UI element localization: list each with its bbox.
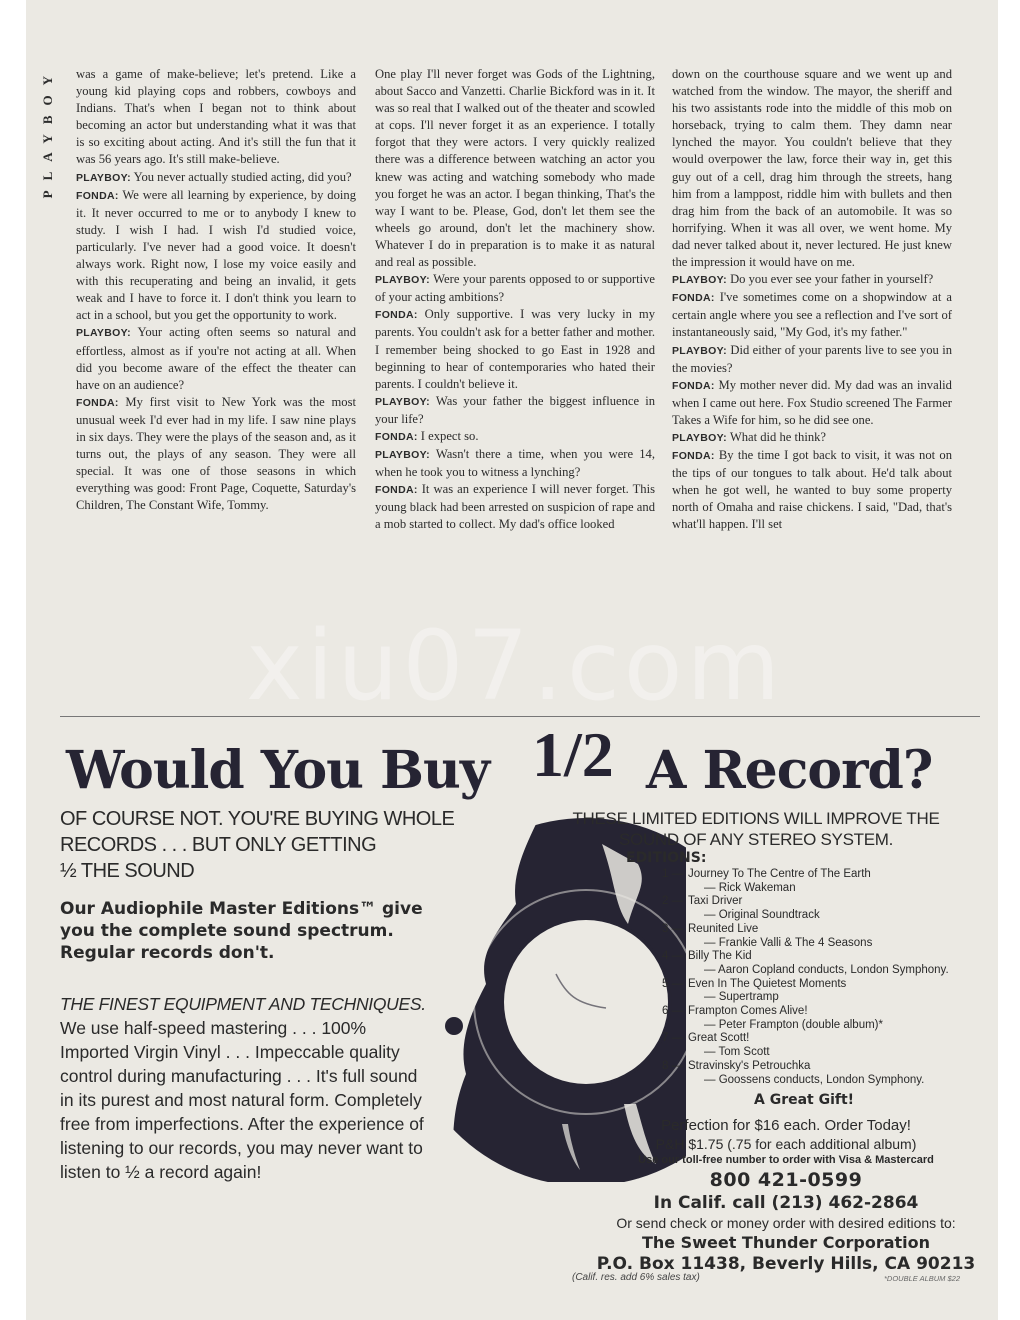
edition-title-line bbox=[662, 868, 982, 882]
edition-artist: — Original Soundtrack bbox=[704, 909, 820, 922]
speaker-label: PLAYBOY: bbox=[375, 274, 430, 287]
edition-title-line bbox=[662, 1005, 982, 1019]
lede-line: RECORDS . . . BUT ONLY GETTING bbox=[60, 834, 377, 856]
speaker-label: FONDA: bbox=[672, 292, 715, 305]
paragraph-text: Was your father the biggest influence in your life? bbox=[375, 393, 655, 426]
paragraph-text: Wasn't there a time, when you were 14, when he took you to witness a lynching? bbox=[375, 447, 655, 480]
edition-title-line bbox=[662, 923, 982, 937]
speaker-label: PLAYBOY: bbox=[76, 171, 131, 184]
edition-title: Taxi Driver bbox=[688, 895, 743, 908]
advertisement bbox=[26, 718, 998, 1320]
watermark: xiu07.com bbox=[246, 610, 785, 722]
interview-column-1 bbox=[76, 66, 356, 670]
order-calif-phone: In Calif. call (213) 462-2864 bbox=[653, 1193, 919, 1213]
speaker-label: PLAYBOY: bbox=[375, 449, 430, 462]
speaker-label: FONDA: bbox=[672, 450, 715, 463]
lede-line: OF COURSE NOT. YOU'RE BUYING WHOLE bbox=[60, 808, 455, 830]
order-address: P.O. Box 11438, Beverly Hills, CA 90213 bbox=[596, 1254, 976, 1274]
edition-item bbox=[662, 978, 982, 1005]
edition-artist: — Goossens conducts, London Symphony. bbox=[704, 1073, 925, 1086]
edition-number: 6 — bbox=[662, 1005, 684, 1018]
interview-paragraph bbox=[76, 324, 356, 393]
edition-title: Frampton Comes Alive! bbox=[688, 1005, 808, 1018]
edition-item bbox=[662, 895, 982, 922]
masthead: PLAYBOY bbox=[40, 66, 55, 199]
speaker-label: PLAYBOY: bbox=[672, 344, 727, 357]
headline-part-3: A Record? bbox=[646, 740, 933, 801]
interview-paragraph bbox=[375, 446, 655, 481]
section-divider bbox=[60, 716, 980, 717]
edition-item bbox=[662, 868, 982, 895]
interview-paragraph bbox=[672, 429, 952, 447]
speaker-label: FONDA: bbox=[76, 396, 119, 409]
edition-artist: — Tom Scott bbox=[704, 1046, 770, 1059]
edition-item bbox=[662, 1005, 982, 1032]
paragraph-text: Were your parents opposed to or supportive of your acting ambitions? bbox=[375, 272, 655, 305]
interview-paragraph bbox=[672, 377, 952, 429]
paragraph-text: Do you ever see your father in yourself? bbox=[730, 272, 934, 287]
interview-paragraph bbox=[672, 289, 952, 341]
interview-paragraph bbox=[672, 66, 952, 271]
interview-column-3 bbox=[672, 66, 952, 670]
interview-paragraph bbox=[76, 187, 356, 325]
paragraph-text: By the time I got back to visit, it was not on the tips of our tongues to talk about. He'd talk about when he got well, he wanted to buy some property north of Omaha and raise chickens. I said, "Dad, that's what'll happen. I'll set bbox=[672, 448, 952, 532]
edition-number: 4 — bbox=[662, 950, 684, 963]
edition-item bbox=[662, 923, 982, 950]
edition-title-line bbox=[662, 950, 982, 964]
order-phone: 800 421-0599 bbox=[709, 1169, 863, 1191]
edition-title-line bbox=[662, 1032, 982, 1046]
interview-paragraph bbox=[375, 271, 655, 306]
tax-note: (Calif. res. add 6% sales tax) bbox=[572, 1272, 700, 1283]
interview-paragraph bbox=[672, 271, 952, 289]
editions-list bbox=[662, 868, 982, 1087]
edition-artist: — Peter Frampton (double album)* bbox=[704, 1018, 883, 1031]
paragraph-text: Did either of your parents live to see you in the movies? bbox=[672, 342, 952, 375]
interview-paragraph bbox=[76, 169, 356, 187]
paragraph-text: was a game of make-believe; let's pretend. Like a young kid playing cops and robbers, cowboys and Indians. That's when I began not to think about becoming an actor but understanding what it was that is so exciting about acting. And it's still the fun that it was 56 years ago. It's still make-believe. bbox=[76, 67, 356, 167]
order-company: The Sweet Thunder Corporation bbox=[641, 1233, 931, 1252]
interview-paragraph bbox=[76, 66, 356, 169]
edition-number: 2 — bbox=[662, 895, 684, 908]
paragraph-text: down on the courthouse square and we went up and watched from the window. The mayor, the sheriff and his two assistants rode into the middle of this mob on horseback, trying to calm them. They damn near lynched the mayor. You couldn't believe that they would overpower the law, force their way in, get this guy out of a cell, drag him through the streets, hang him from a lamppost, riddle him with bullets and then drag him from the back of an automobile. It was so horrifying. When it was all over, we went home. My dad never talked about it, never lectured. He just knew the impression it would have on me. bbox=[672, 67, 952, 270]
speaker-label: PLAYBOY: bbox=[672, 431, 727, 444]
edition-title: Journey To The Centre of The Earth bbox=[688, 868, 871, 880]
interview-paragraph bbox=[375, 393, 655, 428]
magazine-page bbox=[26, 0, 998, 1320]
paragraph-text: One play I'll never forget was Gods of the Lightning, about Sacco and Vanzetti. Charlie Bickford was in it. It was so real that I walked out of the theater and scowled at cops. I'll never forget it as an experience. I totally forgot that they were actors. I very quickly realized there was a difference between watching an actor you knew was acting and watching somebody who made you forget he was an actor. I began thinking, That's the way I want to be. Please, God, don't let them see the wheels go around, don't let the machinery show. Whatever I do in preparation is to make it as natural and real as possible. bbox=[375, 67, 655, 270]
interview-paragraph bbox=[672, 447, 952, 533]
paragraph-text: What did he think? bbox=[729, 429, 827, 444]
paragraph-text: My first visit to New York was the most unusual week I'd ever had in my life. I saw nine plays in six days. They were the plays of the season and, as it turns out, the plays of any season. They were all special. It was one of those seasons in which everything was good: Front Page, Coquette, Saturday's Children, The Constant Wife, Tommy. bbox=[76, 394, 356, 513]
edition-artist: — Frankie Valli & The 4 Seasons bbox=[704, 936, 873, 949]
edition-number: 8 — bbox=[662, 1059, 684, 1072]
order-shipping: P&H $1.75 (.75 for each additional album) bbox=[655, 1136, 917, 1152]
paragraph-text: We were all learning by experience, by doing it. It never occurred to me or to anybody I knew to study. I wish I had. I wish I'd studied voice, particularly. I've never had a good voice. It doesn't always work. Right now, I lose my voice easily and with this recuperating and being an invalid, it gets weak and I have to force it. I don't think you learn to act in a school, but you get the opportunity to work. bbox=[76, 187, 356, 323]
gift-line: A Great Gift! bbox=[754, 1092, 855, 1108]
edition-number: 7 — bbox=[662, 1032, 684, 1045]
edition-artist: — Supertramp bbox=[704, 991, 779, 1004]
order-mail: Or send check or money order with desired editions to: bbox=[616, 1215, 956, 1231]
lede-line: ½ THE SOUND bbox=[60, 860, 195, 882]
edition-artist: — Rick Wakeman bbox=[704, 881, 796, 894]
edition-item bbox=[662, 950, 982, 977]
order-block bbox=[586, 1116, 986, 1275]
edition-title-line bbox=[662, 895, 982, 909]
paragraph-text: Only supportive. I was very lucky in my parents. You couldn't ask for a better father and mother. I remember being shocked to go East in 1928 and beginning to hear of contemporaries who hated their parents. I couldn't believe it. bbox=[375, 307, 655, 391]
interview-paragraph bbox=[375, 481, 655, 533]
paragraph-text: I've sometimes come on a shopwindow at a certain angle where you see a reflection and I've sort of instantaneously said, "My God, it's my father." bbox=[672, 290, 952, 340]
paragraph-text: My mother never did. My dad was an invalid when I came out here. Fox Studio screened The Farmer Takes a Wife for him, so he did see one. bbox=[672, 377, 952, 427]
interview-paragraph bbox=[375, 66, 655, 271]
interview-column-2 bbox=[375, 66, 655, 670]
order-price: Perfection for $16 each. Order Today! bbox=[661, 1117, 911, 1134]
edition-item bbox=[662, 1060, 982, 1087]
edition-artist: — Aaron Copland conducts, London Symphony. bbox=[704, 963, 949, 976]
body-text: We use half-speed mastering . . . 100% Imported Virgin Vinyl . . . Impeccable quality control during manufacturing . . . It's full sound in its purest and most natural form. Completely free from imperfections. After the experience of listening to our records, you may never want to listen to ½ a record again! bbox=[60, 1018, 424, 1182]
edition-number: 1 — bbox=[662, 868, 684, 880]
paragraph-text: Your acting often seems so natural and effortless, almost as if you're not acting at all. When did you become aware of the effect the theater can have on an audience? bbox=[76, 325, 356, 392]
edition-title: Even In The Quietest Moments bbox=[688, 977, 847, 990]
speaker-label: FONDA: bbox=[375, 484, 418, 497]
edition-title: Great Scott! bbox=[688, 1032, 750, 1045]
order-tollfree: Use our toll-free number to order with Visa & Mastercard bbox=[638, 1154, 934, 1166]
speaker-label: FONDA: bbox=[76, 189, 119, 202]
body-heading: THE FINEST EQUIPMENT AND TECHNIQUES. bbox=[60, 994, 426, 1014]
interview-paragraph bbox=[375, 306, 655, 392]
speaker-label: FONDA: bbox=[375, 309, 418, 322]
headline-part-1: Would You Buy bbox=[66, 740, 490, 801]
speaker-label: PLAYBOY: bbox=[672, 274, 727, 287]
speaker-label: FONDA: bbox=[375, 430, 418, 443]
double-album-note: *DOUBLE ALBUM $22 bbox=[884, 1274, 961, 1283]
edition-title: Stravinsky's Petrouchka bbox=[688, 1059, 811, 1072]
speaker-label: PLAYBOY: bbox=[375, 395, 430, 408]
edition-title-line bbox=[662, 1060, 982, 1074]
ad-right-intro: THESE LIMITED EDITIONS WILL IMPROVE THE SOUND OF ANY STEREO SYSTEM. bbox=[572, 809, 940, 849]
edition-number: 3 — bbox=[662, 922, 684, 935]
speaker-label: PLAYBOY: bbox=[76, 327, 131, 340]
edition-title: Reunited Live bbox=[688, 922, 759, 935]
edition-title-line bbox=[662, 978, 982, 992]
ad-headline bbox=[64, 719, 964, 812]
editions-heading: EDITIONS: bbox=[626, 850, 707, 866]
interview-paragraph bbox=[76, 394, 356, 515]
edition-title: Billy The Kid bbox=[688, 950, 752, 963]
ad-promo: Our Audiophile Master Editions™ give you the complete sound spectrum. Regular records don't. bbox=[60, 899, 423, 963]
interview-paragraph bbox=[375, 428, 655, 446]
paragraph-text: It was an experience I will never forget. This young black had been arrested on suspicion of rape and a mob started to collect. My dad's office looked bbox=[375, 482, 655, 532]
paragraph-text: I expect so. bbox=[420, 428, 479, 443]
headline-half: 1/2 bbox=[532, 719, 614, 790]
speaker-label: FONDA: bbox=[672, 379, 715, 392]
edition-item bbox=[662, 1032, 982, 1059]
edition-number: 5 — bbox=[662, 977, 684, 990]
interview-paragraph bbox=[672, 342, 952, 377]
paragraph-text: You never actually studied acting, did you? bbox=[133, 169, 352, 184]
record-spindle-hole bbox=[445, 1017, 463, 1035]
